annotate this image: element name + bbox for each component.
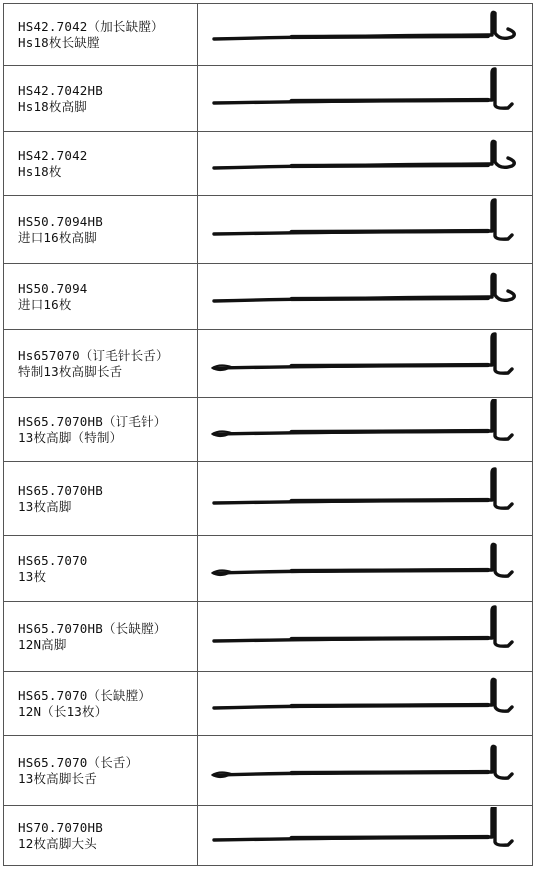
needle-drawing bbox=[198, 737, 532, 805]
needle-image-cell bbox=[198, 536, 533, 602]
needle-model-code: HS65.7070HB（订毛针） bbox=[18, 413, 167, 429]
needle-description: 13枚高脚 bbox=[18, 498, 72, 514]
table-row bbox=[4, 4, 533, 66]
needle-drawing bbox=[198, 463, 532, 535]
table-row bbox=[4, 132, 533, 196]
needle-label-cell bbox=[4, 66, 198, 132]
needle-image-cell bbox=[198, 66, 533, 132]
needle-body bbox=[292, 36, 488, 37]
latch-needle-icon bbox=[214, 200, 512, 239]
needle-description: Hs18枚 bbox=[18, 163, 62, 179]
table-row bbox=[4, 264, 533, 330]
needle-body bbox=[292, 165, 488, 166]
needle-body bbox=[292, 100, 488, 101]
latch-needle-icon bbox=[212, 334, 512, 373]
needle-drawing bbox=[198, 133, 532, 195]
needle-image-cell bbox=[198, 806, 533, 866]
needle-model-code: HS65.7070 bbox=[18, 552, 88, 568]
needle-label-cell bbox=[4, 736, 198, 806]
table-row bbox=[4, 536, 533, 602]
needle-body bbox=[292, 772, 488, 773]
needle-description: 12N高脚 bbox=[18, 636, 67, 652]
needle-description: Hs18枚高脚 bbox=[18, 98, 88, 114]
needle-label-cell bbox=[4, 536, 198, 602]
latch-needle-icon bbox=[214, 679, 512, 711]
needle-model-code: HS70.7070HB bbox=[18, 819, 103, 835]
needle-body bbox=[292, 298, 488, 299]
needle-model-code: HS42.7042（加长缺膛） bbox=[18, 18, 164, 34]
table-row bbox=[4, 602, 533, 672]
needle-label-cell bbox=[4, 672, 198, 736]
needle-catalog-table bbox=[3, 3, 533, 866]
latch-needle-icon bbox=[214, 12, 514, 39]
needle-drawing bbox=[198, 673, 532, 735]
table-row bbox=[4, 330, 533, 398]
latch-needle-icon bbox=[214, 141, 514, 168]
needle-description: 特制13枚高脚长舌 bbox=[18, 363, 123, 379]
needle-drawing bbox=[198, 331, 532, 397]
table-row bbox=[4, 736, 533, 806]
needle-image-cell bbox=[198, 264, 533, 330]
needle-model-code: HS65.7070HB（长缺膛） bbox=[18, 620, 167, 636]
needle-description: Hs18枚长缺膛 bbox=[18, 34, 100, 50]
needle-drawing bbox=[198, 5, 532, 65]
needle-body bbox=[292, 638, 488, 639]
needle-model-code: HS65.7070（长舌） bbox=[18, 754, 139, 770]
needle-model-code: Hs657070（订毛针长舌） bbox=[18, 347, 169, 363]
needle-image-cell bbox=[198, 4, 533, 66]
needle-body bbox=[292, 231, 488, 232]
needle-body bbox=[292, 570, 488, 571]
table-row bbox=[4, 196, 533, 264]
needle-drawing bbox=[198, 537, 532, 601]
needle-image-cell bbox=[198, 196, 533, 264]
needle-body bbox=[292, 837, 488, 838]
latch-needle-icon bbox=[214, 469, 512, 508]
latch-needle-icon bbox=[214, 807, 512, 845]
needle-description: 13枚高脚长舌 bbox=[18, 770, 97, 786]
latch-needle-icon bbox=[212, 544, 512, 576]
needle-drawing bbox=[198, 807, 532, 865]
needle-image-cell bbox=[198, 132, 533, 196]
table-row bbox=[4, 398, 533, 462]
needle-model-code: HS50.7094 bbox=[18, 280, 88, 296]
needle-drawing bbox=[198, 197, 532, 263]
needle-body bbox=[292, 365, 488, 366]
needle-drawing bbox=[198, 603, 532, 671]
needle-description: 12枚高脚大头 bbox=[18, 835, 97, 851]
needle-model-code: HS50.7094HB bbox=[18, 213, 103, 229]
needle-body bbox=[292, 500, 488, 501]
needle-label-cell bbox=[4, 398, 198, 462]
needle-description: 进口16枚高脚 bbox=[18, 229, 97, 245]
needle-image-cell bbox=[198, 398, 533, 462]
needle-model-code: HS42.7042HB bbox=[18, 82, 103, 98]
needle-label-cell bbox=[4, 132, 198, 196]
catalog-body bbox=[4, 4, 533, 866]
needle-description: 13枚 bbox=[18, 568, 47, 584]
needle-body bbox=[292, 705, 488, 706]
needle-description: 进口16枚 bbox=[18, 296, 72, 312]
needle-label-cell bbox=[4, 196, 198, 264]
needle-image-cell bbox=[198, 462, 533, 536]
table-row bbox=[4, 672, 533, 736]
needle-body bbox=[292, 431, 488, 432]
needle-drawing bbox=[198, 67, 532, 131]
needle-drawing bbox=[198, 399, 532, 461]
table-row bbox=[4, 806, 533, 866]
needle-label-cell bbox=[4, 462, 198, 536]
table-row bbox=[4, 66, 533, 132]
needle-label-cell bbox=[4, 4, 198, 66]
latch-needle-icon bbox=[214, 274, 514, 301]
latch-needle-icon bbox=[214, 69, 512, 108]
needle-label-cell bbox=[4, 264, 198, 330]
needle-description: 12N（长13枚） bbox=[18, 703, 108, 719]
latch-needle-icon bbox=[212, 746, 512, 778]
needle-image-cell bbox=[198, 672, 533, 736]
needle-model-code: HS65.7070HB bbox=[18, 482, 103, 498]
needle-label-cell bbox=[4, 602, 198, 672]
needle-model-code: HS65.7070（长缺膛） bbox=[18, 687, 152, 703]
needle-image-cell bbox=[198, 602, 533, 672]
needle-drawing bbox=[198, 265, 532, 329]
needle-description: 13枚高脚（特制） bbox=[18, 429, 123, 445]
needle-model-code: HS42.7042 bbox=[18, 147, 88, 163]
needle-label-cell bbox=[4, 330, 198, 398]
table-row bbox=[4, 462, 533, 536]
latch-needle-icon bbox=[212, 400, 512, 439]
latch-needle-icon bbox=[214, 607, 512, 646]
needle-image-cell bbox=[198, 330, 533, 398]
needle-label-cell bbox=[4, 806, 198, 866]
needle-image-cell bbox=[198, 736, 533, 806]
